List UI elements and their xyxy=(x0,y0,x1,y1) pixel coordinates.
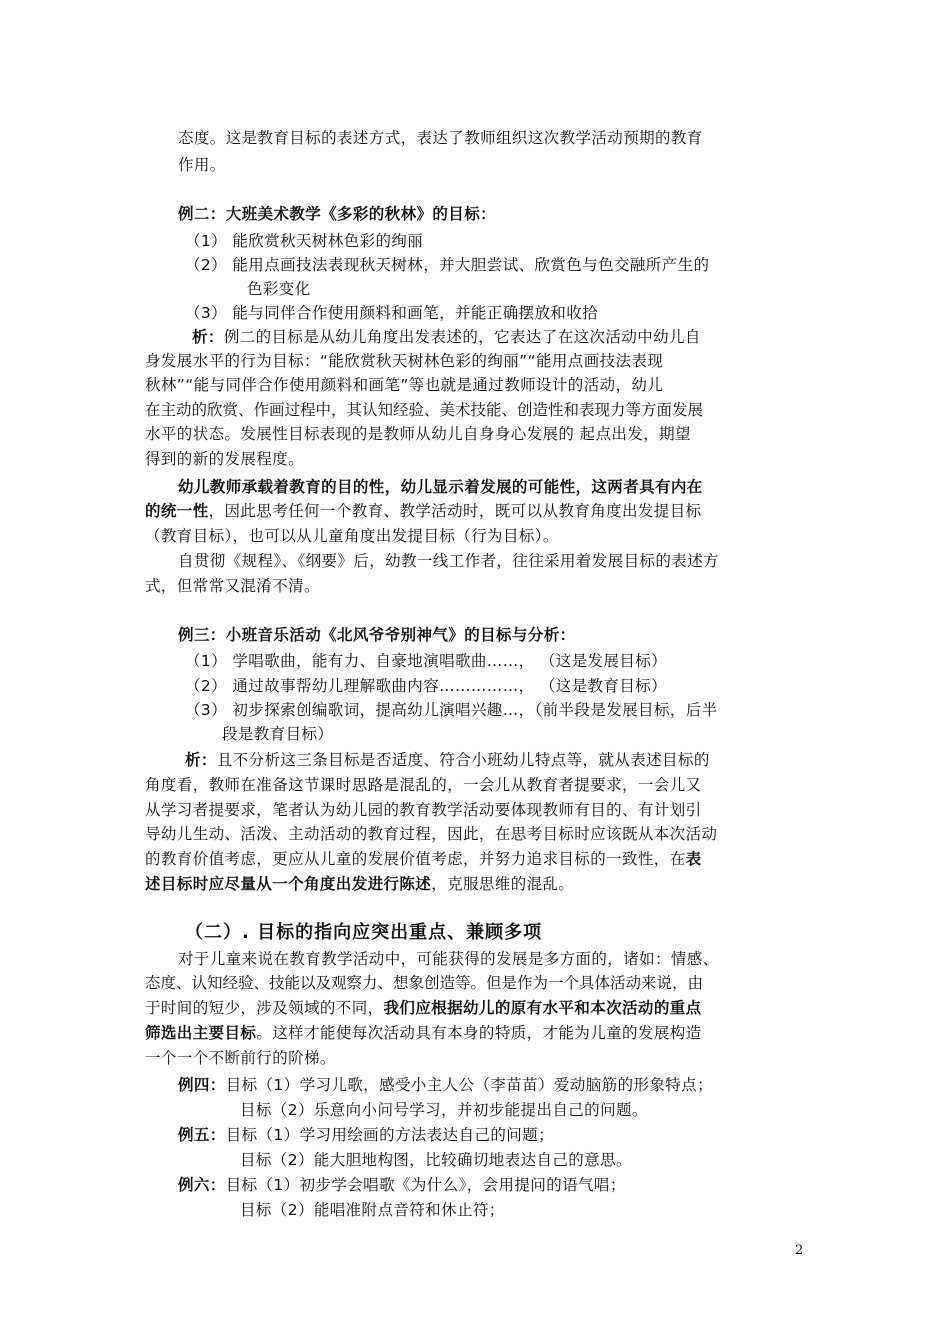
analysis-line: 导幼儿生动、活泼、主动活动的教育过程，因此，在思考目标时应该既从本次活动 xyxy=(145,825,718,843)
example-label: 例六： xyxy=(178,1176,226,1194)
goal-text: 目标（1）学习儿歌，感受小主人公（李苗苗）爱动脑筋的形象特点； xyxy=(225,1076,713,1094)
paragraph-line: （教育目标），也可以从儿童角度出发提目标（行为目标）。 xyxy=(145,527,559,545)
list-item: （1） 学唱歌曲，能有力、自豪地演唱歌曲……， （这是发展目标） xyxy=(185,652,668,670)
example-label: 例四： xyxy=(178,1076,226,1094)
analysis-line xyxy=(185,747,810,773)
analysis-label: 析： xyxy=(192,328,224,346)
analysis-line: 角度看，教师在准备这节课时思路是混乱的，一会儿从教育者提要求，一会儿又 xyxy=(145,776,702,794)
example-heading: 例三：小班音乐活动《北风爷爷别神气》的目标与分析： xyxy=(178,626,576,644)
paragraph-line: 自贯彻《规程》、《纲要》后，幼教一线工作者，往往采用着发展目标的表述方 xyxy=(178,552,720,570)
paragraph-text: 于时间的短少，涉及领域的不同， xyxy=(145,999,384,1017)
goal-line: 目标（2）乐意向小问号学习，并初步能提出自己的问题。 xyxy=(240,1101,648,1119)
analysis-line: 秋林”“能与同伴合作使用颜料和画笔”等也就是通过教师设计的活动，幼儿 xyxy=(145,376,664,394)
list-item: （3） 初步探索创编歌词，提高幼儿演唱兴趣…，（前半段是发展目标，后半 xyxy=(185,701,718,719)
analysis-text: 的教育价值考虑，更应从儿童的发展价值考虑，并努力追求目标的一致性，在 xyxy=(145,850,686,868)
analysis-line: 身发展水平的行为目标：“能欣赏秋天树林色彩的绚丽”“能用点画技法表现 xyxy=(145,352,664,370)
emphasis-text: 述目标时应尽量从一个角度出发进行陈述 xyxy=(145,875,432,893)
emphasis-line: 幼儿教师承载着教育的目的性，幼儿显示着发展的可能性，这两者具有内在 xyxy=(178,478,703,496)
paragraph-line: 作用。 xyxy=(178,156,226,174)
paragraph-text: ，因此思考任何一个教育、教学活动时，既可以从教育角度出发提目标 xyxy=(208,502,702,520)
emphasis-text: 的统一性 xyxy=(145,502,209,520)
emphasis-text: 我们应根据幼儿的原有水平和本次活动的重点 xyxy=(383,999,702,1017)
paragraph-text: 。这样才能使每次活动具有本身的特质，才能为儿童的发展构造 xyxy=(256,1024,702,1042)
analysis-line xyxy=(145,846,813,872)
analysis-line: 从学习者提要求，笔者认为幼儿园的教育教学活动要体现教师有目的、有计划引 xyxy=(145,801,702,819)
analysis-line: 水平的状态。发展性目标表现的是教师从幼儿自身身心发展的 起点出发，期望 xyxy=(145,425,691,443)
analysis-line xyxy=(192,324,810,350)
page-number: 2 xyxy=(795,1243,804,1258)
list-item: 段是教育目标） xyxy=(222,725,334,743)
paragraph-line xyxy=(145,995,813,1021)
goal-line xyxy=(178,1172,843,1198)
emphasis-text: 表 xyxy=(685,850,702,868)
paragraph-line xyxy=(145,498,810,524)
goal-line: 目标（2）能唱准附点音符和休止符； xyxy=(240,1201,505,1219)
analysis-line xyxy=(145,871,810,897)
analysis-text: ，克服思维的混乱。 xyxy=(431,875,575,893)
goal-text: 目标（1）学习用绘画的方法表达自己的问题； xyxy=(225,1126,554,1144)
list-item: （2） 能用点画技法表现秋天树林，并大胆尝试、欣赏色与色交融所产生的 xyxy=(185,256,710,274)
paragraph-line: 对于儿童来说在教育教学活动中，可能获得的发展是多方面的，诸如：情感、 xyxy=(178,950,719,968)
analysis-line: 得到的新的发展程度。 xyxy=(145,450,305,468)
paragraph-line: 式，但常常又混淆不清。 xyxy=(145,577,320,595)
emphasis-text: 筛选出主要目标 xyxy=(145,1024,257,1042)
list-item: （2） 通过故事帮幼儿理解歌曲内容……………， （这是教育目标） xyxy=(185,677,668,695)
goal-text: 目标（1）初步学会唱歌《为什么》，会用提问的语气唱； xyxy=(225,1176,626,1194)
example-heading: 例二：大班美术教学《多彩的秋林》的目标： xyxy=(178,205,497,223)
goal-line: 目标（2）能大胆地构图，比较确切地表达自己的意思。 xyxy=(240,1151,632,1169)
example-label: 例五： xyxy=(178,1126,226,1144)
paragraph-line: 态度。这是教育目标的表述方式，表达了教师组织这次教学活动预期的教育 xyxy=(178,129,703,147)
section-heading: （二）. 目标的指向应突出重点、兼顾多项 xyxy=(185,922,543,943)
goal-line xyxy=(178,1122,843,1148)
analysis-label: 析： xyxy=(185,751,217,769)
paragraph-line: 态度、认知经验、技能以及观察力、想象创造等。但是作为一个具体活动来说，由 xyxy=(145,974,704,992)
goal-line xyxy=(178,1072,843,1098)
list-item: 色彩变化 xyxy=(247,280,311,298)
list-item: （1） 能欣赏秋天树林色彩的绚丽 xyxy=(185,232,424,250)
analysis-text: 且不分析这三条目标是否适度、符合小班幼儿特点等，就从表述目标的 xyxy=(216,751,710,769)
analysis-text: 例二的目标是从幼儿角度出发表述的，它表达了在这次活动中幼儿自 xyxy=(223,328,701,346)
analysis-line: 在主动的欣赏、作画过程中，其认知经验、美术技能、创造性和表现力等方面发展 xyxy=(145,401,704,419)
paragraph-line: 一个一个不断前行的阶梯。 xyxy=(145,1049,336,1067)
paragraph-line xyxy=(145,1020,810,1046)
list-item: （3） 能与同伴合作使用颜料和画笔，并能正确摆放和收拾 xyxy=(185,304,599,322)
